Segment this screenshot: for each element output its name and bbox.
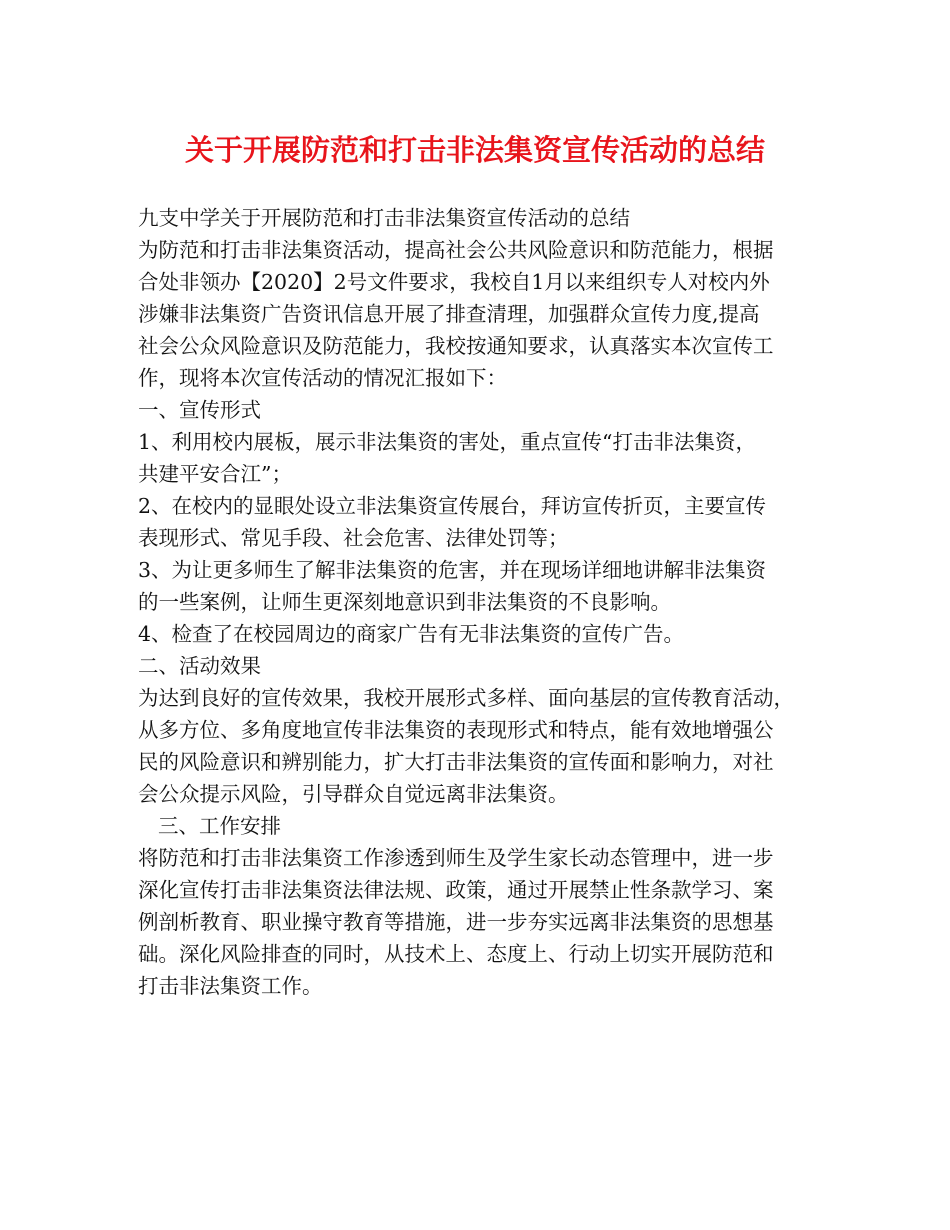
body-line-23: 例剖析教育、职业操守教育等措施，进一步夯实远离非法集资的思想基	[138, 910, 774, 934]
section-heading-3: 三、工作安排	[158, 814, 281, 838]
body-line-9: 共建平安合江”；	[138, 462, 292, 486]
body-line-5: 社会公众风险意识及防范能力，我校按通知要求，认真落实本次宣传工	[138, 334, 774, 358]
body-line-22: 深化宣传打击非法集资法律法规、政策，通过开展禁止性条款学习、案	[138, 878, 774, 902]
body-line-14: 4、检查了在校园周边的商家广告有无非法集资的宣传广告。	[138, 622, 685, 646]
section-heading-2: 二、活动效果	[138, 654, 261, 678]
document-title: 关于开展防范和打击非法集资宣传活动的总结	[184, 133, 765, 167]
body-line-25: 打击非法集资工作。	[138, 974, 323, 998]
document-body	[138, 202, 828, 1002]
body-line-12: 3、为让更多师生了解非法集资的危害，并在现场详细地讲解非法集资	[138, 558, 767, 582]
body-line-24: 础。深化风险排查的同时，从技术上、态度上、行动上切实开展防范和	[138, 942, 774, 966]
body-line-2: 为防范和打击非法集资活动，提高社会公共风险意识和防范能力，根据	[138, 238, 774, 262]
body-line-10: 2、在校内的显眼处设立非法集资宣传展台，拜访宣传折页，主要宣传	[138, 494, 767, 518]
body-line-8: 1、利用校内展板，展示非法集资的害处，重点宣传“打击非法集资，	[138, 430, 757, 454]
body-line-16: 为达到良好的宣传效果，我校开展形式多样、面向基层的宣传教育活动，	[138, 686, 794, 710]
body-line-13: 的一些案例，让师生更深刻地意识到非法集资的不良影响。	[138, 590, 671, 614]
body-line-18: 民的风险意识和辨别能力，扩大打击非法集资的宣传面和影响力，对社	[138, 750, 774, 774]
body-line-21: 将防范和打击非法集资工作渗透到师生及学生家长动态管理中，进一步	[138, 846, 774, 870]
body-line-17: 从多方位、多角度地宣传非法集资的表现形式和特点，能有效地增强公	[138, 718, 774, 742]
body-line-11: 表现形式、常见手段、社会危害、法律处罚等；	[138, 526, 569, 550]
section-heading-1: 一、宣传形式	[138, 398, 261, 422]
body-line-1: 九支中学关于开展防范和打击非法集资宣传活动的总结	[138, 206, 630, 230]
body-line-19: 会公众提示风险，引导群众自觉远离非法集资。	[138, 782, 569, 806]
body-line-3: 合处非领办【2020】2号文件要求，我校自1月以来组织专人对校内外	[138, 270, 770, 294]
body-line-6: 作，现将本次宣传活动的情况汇报如下：	[138, 366, 507, 390]
body-line-4: 涉嫌非法集资广告资讯信息开展了排查清理，加强群众宣传力度,提高	[138, 302, 760, 326]
